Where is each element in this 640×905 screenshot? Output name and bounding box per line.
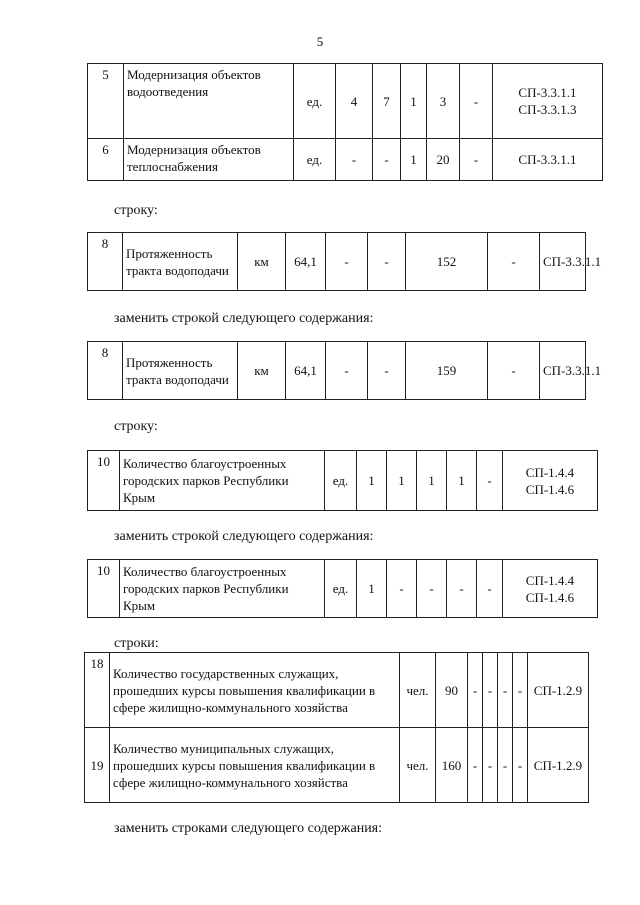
row-value: 1 bbox=[447, 451, 477, 511]
table-6 bbox=[84, 652, 589, 803]
instruction-text: заменить строкой следующего содержания: bbox=[114, 311, 374, 326]
table-5 bbox=[87, 559, 598, 618]
row-value: - bbox=[488, 342, 540, 400]
row-value: - bbox=[468, 728, 483, 803]
row-value: - bbox=[326, 233, 368, 291]
row-code: СП-3.3.1.1 bbox=[493, 139, 603, 181]
row-value: - bbox=[387, 560, 417, 618]
row-number: 6 bbox=[88, 139, 124, 181]
row-value: 1 bbox=[357, 451, 387, 511]
row-value: 160 bbox=[436, 728, 468, 803]
row-value: 7 bbox=[373, 64, 401, 139]
row-value: - bbox=[513, 728, 528, 803]
row-unit: ед. bbox=[294, 64, 336, 139]
row-value: 1 bbox=[401, 139, 427, 181]
row-description: Количество благоустроенных городских парков Республики Крым bbox=[120, 560, 325, 618]
row-value: - bbox=[336, 139, 373, 181]
row-value: 159 bbox=[406, 342, 488, 400]
instruction-text: заменить строками следующего содержания: bbox=[114, 821, 383, 836]
row-unit: ед. bbox=[325, 451, 357, 511]
row-value: - bbox=[368, 233, 406, 291]
table-row bbox=[88, 139, 603, 181]
row-value: 152 bbox=[406, 233, 488, 291]
row-code: СП-3.3.1.1 bbox=[540, 233, 586, 291]
row-description: Количество государственных служащих, прошедших курсы повышения квалификации в сфере жилищно-коммунального хозяйства bbox=[110, 653, 400, 728]
table-row bbox=[88, 64, 603, 139]
row-value: 4 bbox=[336, 64, 373, 139]
row-value: - bbox=[326, 342, 368, 400]
row-value: - bbox=[447, 560, 477, 618]
row-number: 19 bbox=[85, 728, 110, 803]
table-1 bbox=[87, 63, 603, 181]
row-description: Модернизация объектов теплоснабжения bbox=[124, 139, 294, 181]
row-unit: ед. bbox=[294, 139, 336, 181]
instruction-text: строки: bbox=[114, 636, 159, 651]
row-value: - bbox=[477, 560, 503, 618]
table-3 bbox=[87, 341, 602, 400]
row-unit: ед. bbox=[325, 560, 357, 618]
row-code: СП-3.3.1.1 СП-3.3.1.3 bbox=[493, 64, 603, 139]
row-number: 10 bbox=[88, 451, 120, 511]
row-value: - bbox=[498, 728, 513, 803]
row-number: 5 bbox=[88, 64, 124, 139]
table-row bbox=[85, 728, 589, 803]
row-number: 8 bbox=[88, 342, 123, 400]
row-description: Протяженность тракта водоподачи bbox=[123, 233, 238, 291]
row-description: Протяженность тракта водоподачи bbox=[123, 342, 238, 400]
row-unit: км bbox=[238, 233, 286, 291]
row-number: 8 bbox=[88, 233, 123, 291]
table-row bbox=[85, 653, 589, 728]
row-value: 64,1 bbox=[286, 233, 326, 291]
row-description: Модернизация объектов водоотведения bbox=[124, 64, 294, 139]
row-number: 18 bbox=[85, 653, 110, 728]
table-4 bbox=[87, 450, 598, 511]
row-description: Количество благоустроенных городских парков Республики Крым bbox=[120, 451, 325, 511]
table-row bbox=[88, 233, 586, 291]
row-description: Количество муниципальных служащих, прошедших курсы повышения квалификации в сфере жилищно-коммунального хозяйства bbox=[110, 728, 400, 803]
table-row bbox=[88, 451, 598, 511]
row-value: 3 bbox=[427, 64, 460, 139]
row-value: - bbox=[368, 342, 406, 400]
row-number: 10 bbox=[88, 560, 120, 618]
row-code: СП-1.4.4 СП-1.4.6 bbox=[503, 560, 598, 618]
row-value: 1 bbox=[357, 560, 387, 618]
row-value: - bbox=[483, 653, 498, 728]
table-row bbox=[88, 342, 586, 400]
row-code: СП-1.2.9 bbox=[528, 728, 589, 803]
row-value: - bbox=[477, 451, 503, 511]
row-value: 1 bbox=[387, 451, 417, 511]
row-value: 1 bbox=[417, 451, 447, 511]
row-value: - bbox=[460, 139, 493, 181]
row-value: - bbox=[373, 139, 401, 181]
row-value: 64,1 bbox=[286, 342, 326, 400]
row-unit: км bbox=[238, 342, 286, 400]
page-number: 5 bbox=[316, 34, 324, 49]
row-value: - bbox=[513, 653, 528, 728]
row-value: - bbox=[488, 233, 540, 291]
row-value: 20 bbox=[427, 139, 460, 181]
row-value: 90 bbox=[436, 653, 468, 728]
row-value: - bbox=[417, 560, 447, 618]
table-2 bbox=[87, 232, 602, 291]
row-code: СП-1.4.4 СП-1.4.6 bbox=[503, 451, 598, 511]
row-value: - bbox=[468, 653, 483, 728]
table-row bbox=[88, 560, 598, 618]
row-value: - bbox=[460, 64, 493, 139]
row-unit: чел. bbox=[400, 728, 436, 803]
instruction-text: строку: bbox=[114, 419, 158, 434]
row-code: СП-1.2.9 bbox=[528, 653, 589, 728]
row-unit: чел. bbox=[400, 653, 436, 728]
instruction-text: строку: bbox=[114, 203, 158, 218]
row-value: - bbox=[483, 728, 498, 803]
row-value: - bbox=[498, 653, 513, 728]
row-code: СП-3.3.1.1 bbox=[540, 342, 586, 400]
row-value: 1 bbox=[401, 64, 427, 139]
instruction-text: заменить строкой следующего содержания: bbox=[114, 529, 374, 544]
